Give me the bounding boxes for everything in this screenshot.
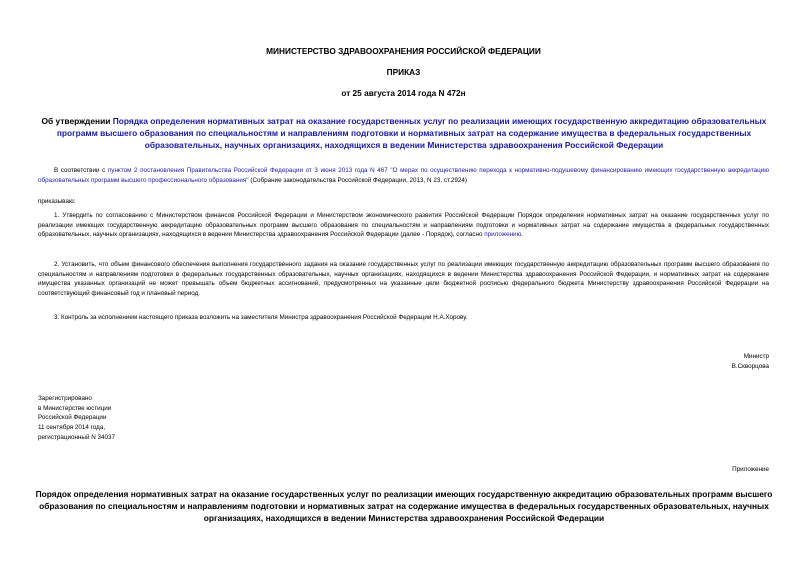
registration-line: Зарегистрировано	[38, 395, 92, 402]
registration-block	[38, 394, 115, 443]
registration-line: в Министерстве юстиции	[38, 404, 112, 412]
date-number-heading: от 25 августа 2014 года N 472н	[341, 88, 466, 98]
appendix-title: Порядок определения нормативных затрат на оказание государственных услуг по реализации имеющих государственную аккредитацию образовательных программ высшего образования по специальностям и направлениям подготовки и нормативных затрат на содержание имущества в федеральных государственных образовательных, научных организациях, находящихся в ведении Министерства здравоохранения Российской Федерации	[35, 489, 773, 523]
title-prefix: Об утверждении	[41, 116, 113, 126]
registration-line: 11 сентября 2014 года,	[38, 424, 106, 432]
registration-line: Российской Федерации	[38, 414, 107, 422]
item-1-paragraph: 1. Утвердить по согласованию с Министерством финансов Российской Федерации и Министерством экономического развития Российской Федерации Порядок определения нормативных затрат на оказание государственных услуг по реализации имеющих государственную аккредитацию образовательных программ высшего образования по специальностям и направлениям подготовки и нормативных затрат на содержание имущества в федеральных государственных образовательных, научных организациях, находящихся в ведении Министерства здравоохранения Российской Федерации (далее - Порядок), согласно приложению.	[38, 212, 769, 239]
appendix-link[interactable]: приложению	[484, 231, 522, 239]
item-3-text: 3. Контроль за исполнением настоящего приказа возложить на заместителя Министра здравоохранения Российской Федерации Н.А.Хорову.	[54, 314, 468, 321]
item-2-text: 2. Установить, что объем финансового обеспечения выполнения государственного задания на оказание государственных услуг по реализации имеющих государственную аккредитацию образовательных программ высшего образования по специальностям и направлениям подготовки в федеральных государственных образовательных, научных организациях, находящихся в ведении Министерства здравоохранения Российской Федерации, и нормативных затрат на содержание имущества указанных организаций не может превышать объем бюджетных ассигнований, предусмотренных на указанные цели бюджетной росписью федерального бюджета Министерству здравоохранения Российской Федерации на соответствующий финансовый год и плановый период.	[38, 261, 769, 297]
registration-line: регистрационный N 34037	[38, 433, 116, 441]
title-link[interactable]: Порядка определения нормативных затрат на оказание государственных услуг по реализации имеющих государственную аккредитацию образовательных программ высшего образования по специальностям и направлениям подготовки и нормативных затрат на содержание имущества в федеральных государственных образовательных, научных организациях, находящихся в ведении Министерства здравоохранения Российской Федерации	[56, 116, 767, 150]
order-word: приказываю:	[38, 198, 76, 205]
ministry-heading: МИНИСТЕРСТВО ЗДРАВООХРАНЕНИЯ РОССИЙСКОЙ ФЕДЕРАЦИИ	[266, 46, 541, 56]
preamble-paragraph	[38, 166, 769, 185]
document-title	[36, 115, 772, 151]
signature-position: Министр	[743, 353, 769, 360]
item-2-paragraph	[38, 260, 769, 298]
item-1-text: 1. Утвердить по согласованию с Министерством финансов Российской Федерации и Министерством экономического развития Российской Федерации Порядок определения нормативных затрат на оказание государственных услуг по реализации имеющих государственную аккредитацию образовательных программ высшего образования по специальностям и направлениям подготовки и нормативных затрат на содержание имущества в федеральных государственных образовательных, научных организациях, находящихся в ведении Министерства здравоохранения Российской Федерации (далее - Порядок), согласно	[38, 212, 769, 239]
signature-block	[732, 352, 769, 371]
preamble-suffix: (Собрание законодательства Российской Федерации, 2013, N 23, ст.2924)	[248, 176, 468, 184]
appendix-label: Приложение	[732, 466, 769, 473]
item-3-paragraph	[38, 313, 769, 323]
preamble-link[interactable]: пунктом 2 постановления Правительства Российской Федерации от 3 июня 2013 года N 467 "О мерах по осуществлению перехода к нормативно-подушевому финансированию имеющих государственную аккредитацию образовательных программ высшего профессионального образования"	[38, 167, 769, 184]
doc-type-heading: ПРИКАЗ	[386, 67, 421, 77]
preamble-prefix: В соответствии с	[54, 167, 108, 174]
signature-name: В.Скворцова	[731, 362, 769, 370]
